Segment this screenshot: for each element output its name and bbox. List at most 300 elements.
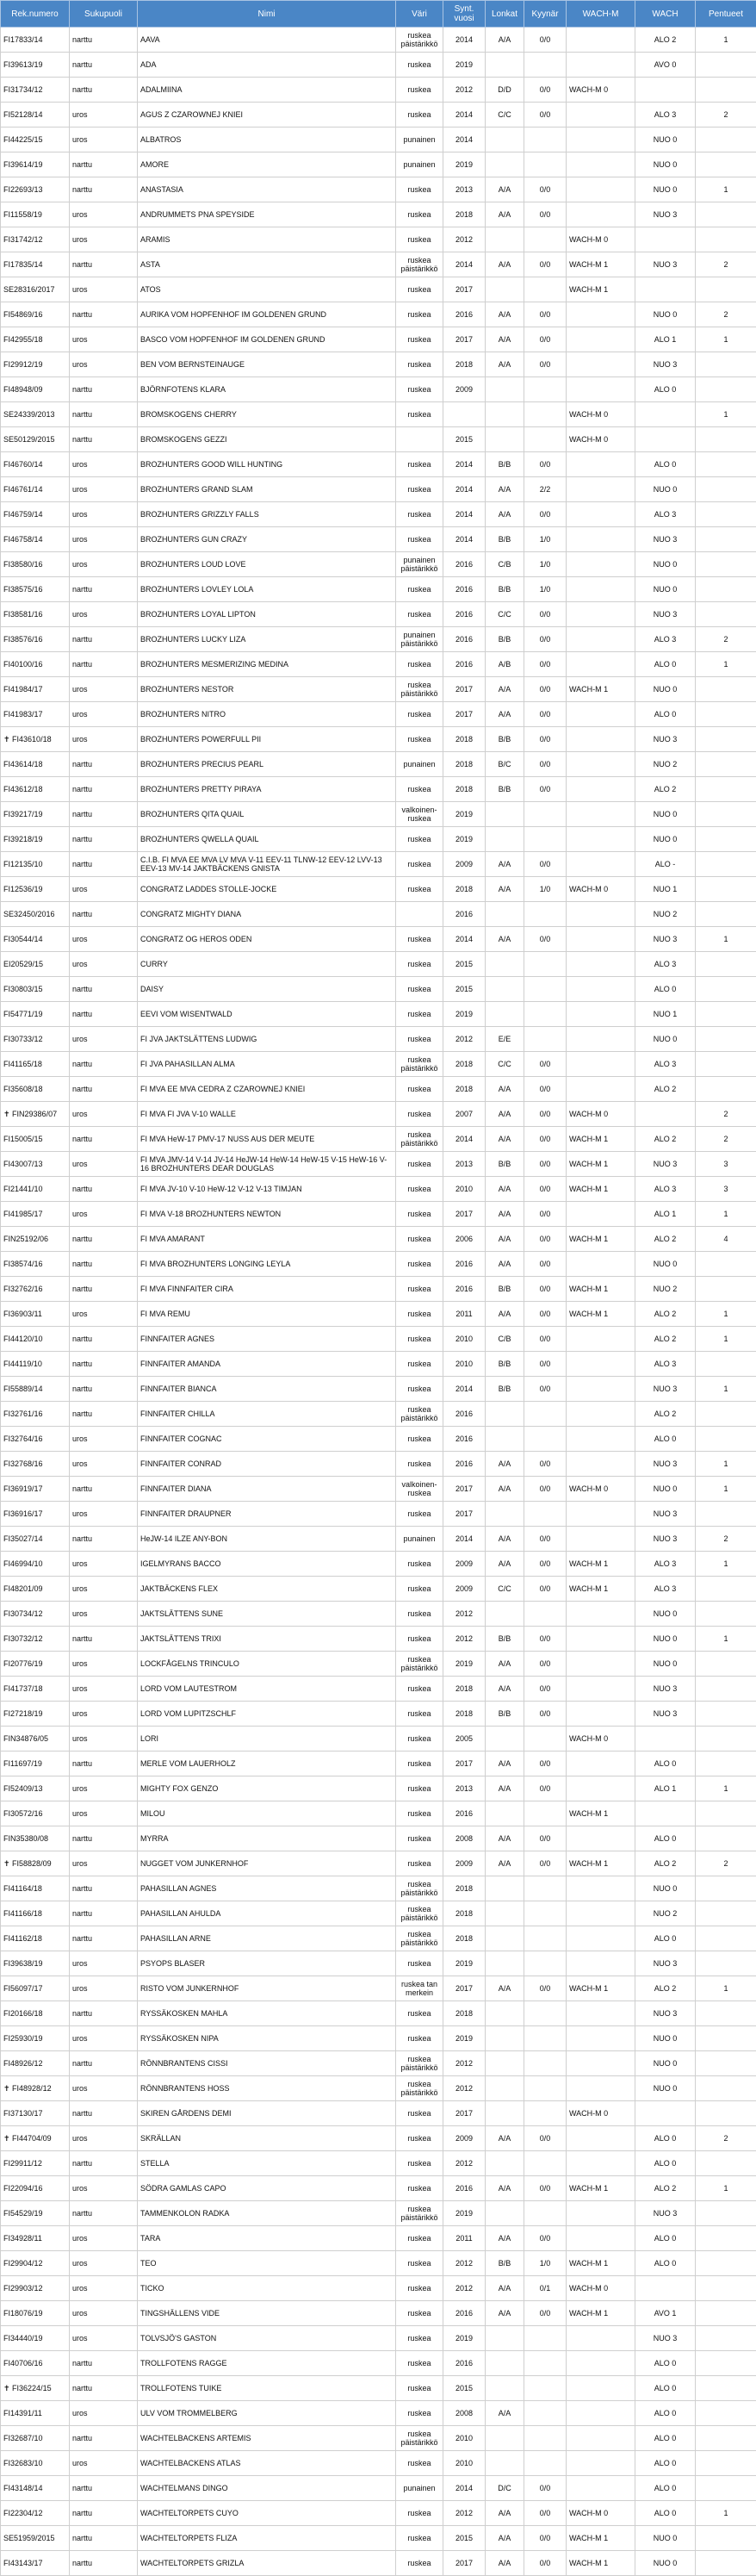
cell-sukupuoli: narttu bbox=[70, 977, 138, 1002]
cell-wach-m bbox=[567, 502, 635, 527]
cell-wach: ALO 0 bbox=[635, 2426, 696, 2451]
cell-synt-vuosi: 2006 bbox=[443, 1227, 486, 1252]
cell-wach: ALO 2 bbox=[635, 2176, 696, 2201]
cell-sukupuoli: uros bbox=[70, 2026, 138, 2051]
cell-vari: ruskea bbox=[396, 1352, 443, 1377]
cell-wach: ALO 0 bbox=[635, 977, 696, 1002]
cell-wach: NUO 2 bbox=[635, 1277, 696, 1302]
header-kyynar: Kyynär bbox=[524, 1, 567, 28]
cell-synt-vuosi: 2014 bbox=[443, 2476, 486, 2501]
cell-nimi: FINNFAITER BIANCA bbox=[138, 1377, 396, 1402]
cell-nimi: MILOU bbox=[138, 1801, 396, 1826]
cell-rek-numero: FI46758/14 bbox=[1, 527, 70, 552]
cell-wach-m bbox=[567, 2151, 635, 2176]
cell-wach-m bbox=[567, 577, 635, 602]
cell-vari: punainen bbox=[396, 1527, 443, 1552]
cell-nimi: BROMSKOGENS CHERRY bbox=[138, 402, 396, 427]
cell-vari: ruskea bbox=[396, 1602, 443, 1627]
cell-wach-m: WACH-M 0 bbox=[567, 78, 635, 103]
cell-nimi: RYSSÄKOSKEN MAHLA bbox=[138, 2001, 396, 2026]
cell-lonkat: B/C bbox=[486, 752, 524, 777]
cell-vari: ruskea bbox=[396, 602, 443, 627]
cell-synt-vuosi: 2019 bbox=[443, 1951, 486, 1976]
cell-vari: ruskea bbox=[396, 1502, 443, 1527]
cell-lonkat bbox=[486, 802, 524, 827]
table-row bbox=[1, 477, 756, 502]
cell-kyynar bbox=[524, 977, 567, 1002]
cell-nimi: TEO bbox=[138, 2251, 396, 2276]
cell-pentueet bbox=[696, 2076, 756, 2101]
cell-rek-numero: FI48948/09 bbox=[1, 377, 70, 402]
cell-sukupuoli: uros bbox=[70, 452, 138, 477]
cell-wach-m bbox=[567, 1677, 635, 1702]
cell-rek-numero: FI38581/16 bbox=[1, 602, 70, 627]
cell-vari: ruskea bbox=[396, 103, 443, 128]
cell-nimi: FI MVA AMARANT bbox=[138, 1227, 396, 1252]
cell-vari: ruskea bbox=[396, 852, 443, 877]
cell-sukupuoli: narttu bbox=[70, 1277, 138, 1302]
cell-rek-numero: FI38575/16 bbox=[1, 577, 70, 602]
cell-synt-vuosi: 2019 bbox=[443, 53, 486, 78]
cell-nimi: FINNFAITER CONRAD bbox=[138, 1452, 396, 1477]
cell-kyynar bbox=[524, 2376, 567, 2401]
cell-nimi: BROZHUNTERS GUN CRAZY bbox=[138, 527, 396, 552]
cell-rek-numero: FI21441/10 bbox=[1, 1177, 70, 1202]
cell-kyynar: 0/0 bbox=[524, 302, 567, 327]
cell-vari: ruskea päistärikkö bbox=[396, 1901, 443, 1926]
cell-wach-m bbox=[567, 1627, 635, 1652]
cell-kyynar: 0/0 bbox=[524, 2301, 567, 2326]
cell-lonkat: A/A bbox=[486, 677, 524, 702]
cell-vari: ruskea bbox=[396, 1452, 443, 1477]
cell-nimi: BROZHUNTERS LUCKY LIZA bbox=[138, 627, 396, 652]
cell-wach: NUO 3 bbox=[635, 1951, 696, 1976]
cell-lonkat bbox=[486, 2076, 524, 2101]
cell-nimi: MERLE VOM LAUERHOLZ bbox=[138, 1752, 396, 1776]
cell-nimi: FI MVA BROZHUNTERS LONGING LEYLA bbox=[138, 1252, 396, 1277]
cell-kyynar: 0/0 bbox=[524, 1202, 567, 1227]
cell-sukupuoli: narttu bbox=[70, 78, 138, 103]
table-row bbox=[1, 2001, 756, 2026]
cell-wach: NUO 0 bbox=[635, 2076, 696, 2101]
cell-synt-vuosi: 2018 bbox=[443, 352, 486, 377]
cell-sukupuoli: uros bbox=[70, 1951, 138, 1976]
cell-wach-m bbox=[567, 202, 635, 227]
cell-kyynar bbox=[524, 2026, 567, 2051]
cell-nimi: ADALMIINA bbox=[138, 78, 396, 103]
cell-kyynar: 0/0 bbox=[524, 1352, 567, 1377]
cell-wach-m bbox=[567, 2201, 635, 2226]
cell-lonkat: A/A bbox=[486, 477, 524, 502]
cell-vari: ruskea bbox=[396, 2451, 443, 2476]
cell-synt-vuosi: 2016 bbox=[443, 1252, 486, 1277]
cell-wach-m: WACH-M 0 bbox=[567, 2276, 635, 2301]
cell-lonkat bbox=[486, 2151, 524, 2176]
table-row bbox=[1, 2201, 756, 2226]
cell-sukupuoli: narttu bbox=[70, 177, 138, 202]
table-row bbox=[1, 902, 756, 927]
cell-wach: NUO 1 bbox=[635, 1002, 696, 1027]
cell-wach: NUO 0 bbox=[635, 1627, 696, 1652]
cell-nimi: TICKO bbox=[138, 2276, 396, 2301]
cell-lonkat bbox=[486, 377, 524, 402]
cell-rek-numero: FI56097/17 bbox=[1, 1976, 70, 2001]
table-row bbox=[1, 2101, 756, 2126]
cell-sukupuoli: uros bbox=[70, 128, 138, 152]
cell-pentueet: 1 bbox=[696, 1477, 756, 1502]
cell-sukupuoli: uros bbox=[70, 352, 138, 377]
cell-vari: ruskea bbox=[396, 277, 443, 302]
cell-rek-numero: FI38574/16 bbox=[1, 1252, 70, 1277]
cell-synt-vuosi: 2008 bbox=[443, 1826, 486, 1851]
cell-wach: NUO 0 bbox=[635, 2526, 696, 2551]
cell-lonkat: B/B bbox=[486, 452, 524, 477]
table-row bbox=[1, 1602, 756, 1627]
cell-pentueet bbox=[696, 1252, 756, 1277]
cell-pentueet bbox=[696, 2026, 756, 2051]
cell-nimi: STELLA bbox=[138, 2151, 396, 2176]
cell-synt-vuosi: 2012 bbox=[443, 1602, 486, 1627]
cell-pentueet: 1 bbox=[696, 1976, 756, 2001]
cell-pentueet bbox=[696, 1652, 756, 1677]
cell-vari: ruskea bbox=[396, 402, 443, 427]
cell-pentueet bbox=[696, 1727, 756, 1752]
cell-wach-m bbox=[567, 527, 635, 552]
cell-nimi: JAKTSLÄTTENS SUNE bbox=[138, 1602, 396, 1627]
cell-synt-vuosi: 2014 bbox=[443, 927, 486, 952]
cell-wach: ALO 3 bbox=[635, 502, 696, 527]
cell-wach: ALO 0 bbox=[635, 2126, 696, 2151]
cell-pentueet bbox=[696, 1926, 756, 1951]
cell-kyynar: 0/0 bbox=[524, 1077, 567, 1102]
cell-sukupuoli: narttu bbox=[70, 2051, 138, 2076]
cell-wach: ALO 0 bbox=[635, 1427, 696, 1452]
table-row bbox=[1, 352, 756, 377]
cell-kyynar: 1/0 bbox=[524, 2251, 567, 2276]
header-wach: WACH bbox=[635, 1, 696, 28]
cell-synt-vuosi: 2016 bbox=[443, 602, 486, 627]
cell-synt-vuosi: 2019 bbox=[443, 2326, 486, 2351]
cell-nimi: IGELMYRANS BACCO bbox=[138, 1552, 396, 1577]
cell-wach-m bbox=[567, 902, 635, 927]
cell-lonkat bbox=[486, 2351, 524, 2376]
cell-lonkat: B/B bbox=[486, 1352, 524, 1377]
cell-vari: ruskea bbox=[396, 2151, 443, 2176]
cell-rek-numero: FI43143/17 bbox=[1, 2551, 70, 2576]
cell-wach-m: WACH-M 1 bbox=[567, 1177, 635, 1202]
table-row bbox=[1, 28, 756, 53]
cell-vari: ruskea bbox=[396, 652, 443, 677]
cell-vari: ruskea bbox=[396, 1227, 443, 1252]
cell-wach bbox=[635, 1102, 696, 1127]
cell-kyynar bbox=[524, 2326, 567, 2351]
cell-rek-numero: FI46759/14 bbox=[1, 502, 70, 527]
cell-vari: ruskea bbox=[396, 477, 443, 502]
cell-pentueet bbox=[696, 1277, 756, 1302]
cell-synt-vuosi: 2014 bbox=[443, 1527, 486, 1552]
cell-sukupuoli: narttu bbox=[70, 1826, 138, 1851]
cell-vari: ruskea bbox=[396, 1027, 443, 1052]
cell-sukupuoli: uros bbox=[70, 1652, 138, 1677]
cell-sukupuoli: narttu bbox=[70, 28, 138, 53]
cell-rek-numero: FI15005/15 bbox=[1, 1127, 70, 1152]
cell-vari: ruskea bbox=[396, 53, 443, 78]
cell-synt-vuosi: 2014 bbox=[443, 28, 486, 53]
cell-pentueet: 2 bbox=[696, 302, 756, 327]
cell-nimi: FI MVA EE MVA CEDRA Z CZAROWNEJ KNIEI bbox=[138, 1077, 396, 1102]
cell-lonkat bbox=[486, 1801, 524, 1826]
cell-pentueet: 1 bbox=[696, 1776, 756, 1801]
cell-sukupuoli: uros bbox=[70, 2126, 138, 2151]
cell-rek-numero: FI44225/15 bbox=[1, 128, 70, 152]
cell-vari: ruskea bbox=[396, 1202, 443, 1227]
cell-synt-vuosi: 2014 bbox=[443, 252, 486, 277]
cell-pentueet bbox=[696, 852, 756, 877]
cell-wach: NUO 3 bbox=[635, 202, 696, 227]
cell-wach-m bbox=[567, 1202, 635, 1227]
cell-vari: ruskea bbox=[396, 1727, 443, 1752]
cell-vari bbox=[396, 902, 443, 927]
cell-vari: ruskea päistärikkö bbox=[396, 28, 443, 53]
cell-wach-m bbox=[567, 2426, 635, 2451]
table-row bbox=[1, 1801, 756, 1826]
cell-pentueet: 1 bbox=[696, 327, 756, 352]
cell-wach-m bbox=[567, 2401, 635, 2426]
cell-rek-numero: FI31734/12 bbox=[1, 78, 70, 103]
cell-synt-vuosi: 2017 bbox=[443, 327, 486, 352]
cell-sukupuoli: narttu bbox=[70, 152, 138, 177]
cell-wach: NUO 0 bbox=[635, 1027, 696, 1052]
cell-kyynar bbox=[524, 2426, 567, 2451]
cell-synt-vuosi: 2018 bbox=[443, 1926, 486, 1951]
cell-wach: ALO 0 bbox=[635, 2501, 696, 2526]
cell-wach-m bbox=[567, 1876, 635, 1901]
table-row bbox=[1, 1177, 756, 1202]
cell-kyynar bbox=[524, 2076, 567, 2101]
cell-vari: ruskea bbox=[396, 2101, 443, 2126]
cell-wach: ALO 0 bbox=[635, 1752, 696, 1776]
cell-vari: ruskea bbox=[396, 927, 443, 952]
cell-wach-m bbox=[567, 827, 635, 852]
cell-kyynar: 0/0 bbox=[524, 1327, 567, 1352]
cell-kyynar: 0/0 bbox=[524, 1302, 567, 1327]
cell-wach-m bbox=[567, 1926, 635, 1951]
cell-vari: ruskea bbox=[396, 777, 443, 802]
cell-wach bbox=[635, 427, 696, 452]
table-row bbox=[1, 1502, 756, 1527]
cell-vari: punainen bbox=[396, 2476, 443, 2501]
cell-kyynar: 2/2 bbox=[524, 477, 567, 502]
cell-nimi: BROZHUNTERS GRAND SLAM bbox=[138, 477, 396, 502]
cell-sukupuoli: narttu bbox=[70, 802, 138, 827]
cell-wach-m bbox=[567, 352, 635, 377]
table-row bbox=[1, 702, 756, 727]
cell-lonkat: A/A bbox=[486, 1552, 524, 1577]
cell-sukupuoli: uros bbox=[70, 1102, 138, 1127]
table-row bbox=[1, 502, 756, 527]
cell-sukupuoli: narttu bbox=[70, 827, 138, 852]
cell-lonkat: A/A bbox=[486, 927, 524, 952]
table-row bbox=[1, 2426, 756, 2451]
cell-vari: ruskea bbox=[396, 702, 443, 727]
cell-nimi: TROLLFOTENS RAGGE bbox=[138, 2351, 396, 2376]
cell-lonkat: A/A bbox=[486, 1077, 524, 1102]
cell-vari: ruskea päistärikkö bbox=[396, 2076, 443, 2101]
cell-wach: NUO 3 bbox=[635, 1677, 696, 1702]
cell-nimi: BROMSKOGENS GEZZI bbox=[138, 427, 396, 452]
table-row bbox=[1, 752, 756, 777]
cell-wach: NUO 3 bbox=[635, 1377, 696, 1402]
cell-kyynar: 0/0 bbox=[524, 1227, 567, 1252]
cell-wach-m: WACH-M 1 bbox=[567, 1127, 635, 1152]
cell-pentueet: 2 bbox=[696, 1127, 756, 1152]
cell-lonkat bbox=[486, 1951, 524, 1976]
cell-synt-vuosi: 2008 bbox=[443, 2401, 486, 2426]
table-row bbox=[1, 1926, 756, 1951]
cell-wach bbox=[635, 1801, 696, 1826]
cell-pentueet: 1 bbox=[696, 1452, 756, 1477]
cell-wach-m bbox=[567, 1502, 635, 1527]
cell-nimi: SKIREN GÅRDENS DEMI bbox=[138, 2101, 396, 2126]
cell-lonkat: B/B bbox=[486, 1377, 524, 1402]
table-row bbox=[1, 2276, 756, 2301]
cell-rek-numero: FI41985/17 bbox=[1, 1202, 70, 1227]
cell-wach: ALO 3 bbox=[635, 1552, 696, 1577]
cell-rek-numero: FI30544/14 bbox=[1, 927, 70, 952]
cell-nimi: LORD VOM LUPITZSCHLF bbox=[138, 1702, 396, 1727]
cell-pentueet bbox=[696, 752, 756, 777]
cell-wach-m bbox=[567, 652, 635, 677]
cell-lonkat bbox=[486, 1427, 524, 1452]
cell-vari: ruskea bbox=[396, 1377, 443, 1402]
cell-vari: ruskea bbox=[396, 2501, 443, 2526]
cell-vari: ruskea bbox=[396, 227, 443, 252]
cell-synt-vuosi: 2007 bbox=[443, 1102, 486, 1127]
cell-sukupuoli: uros bbox=[70, 2451, 138, 2476]
cell-synt-vuosi: 2014 bbox=[443, 527, 486, 552]
cell-nimi: SKRÄLLAN bbox=[138, 2126, 396, 2151]
cell-vari: ruskea päistärikkö bbox=[396, 252, 443, 277]
cell-vari: ruskea bbox=[396, 1801, 443, 1826]
cell-vari: ruskea päistärikkö bbox=[396, 1127, 443, 1152]
cell-nimi: FI MVA JV-10 V-10 HeW-12 V-12 V-13 TIMJAN bbox=[138, 1177, 396, 1202]
cell-wach-m: WACH-M 1 bbox=[567, 2251, 635, 2276]
cell-rek-numero: FI14391/11 bbox=[1, 2401, 70, 2426]
cell-wach-m bbox=[567, 452, 635, 477]
cell-pentueet bbox=[696, 152, 756, 177]
cell-wach-m bbox=[567, 377, 635, 402]
table-row bbox=[1, 1077, 756, 1102]
cell-synt-vuosi: 2013 bbox=[443, 1152, 486, 1177]
cell-rek-numero: FI46994/10 bbox=[1, 1552, 70, 1577]
cell-pentueet: 1 bbox=[696, 2176, 756, 2201]
table-row bbox=[1, 2226, 756, 2251]
cell-pentueet bbox=[696, 1702, 756, 1727]
cell-kyynar: 0/0 bbox=[524, 452, 567, 477]
table-row bbox=[1, 1951, 756, 1976]
cell-pentueet bbox=[696, 2526, 756, 2551]
cell-kyynar bbox=[524, 2201, 567, 2226]
cell-kyynar: 0/0 bbox=[524, 2176, 567, 2201]
cell-vari: ruskea päistärikkö bbox=[396, 1402, 443, 1427]
header-rek-numero: Rek.numero bbox=[1, 1, 70, 28]
cell-lonkat: A/A bbox=[486, 1776, 524, 1801]
cell-nimi: WACHTELTORPETS CUYO bbox=[138, 2501, 396, 2526]
cell-wach-m: WACH-M 1 bbox=[567, 677, 635, 702]
cell-wach bbox=[635, 2101, 696, 2126]
cell-wach-m bbox=[567, 2076, 635, 2101]
cell-vari: ruskea bbox=[396, 2551, 443, 2576]
table-row bbox=[1, 1876, 756, 1901]
cell-lonkat bbox=[486, 2026, 524, 2051]
cell-lonkat: B/B bbox=[486, 1702, 524, 1727]
table-row bbox=[1, 1302, 756, 1327]
cell-wach bbox=[635, 1727, 696, 1752]
cell-nimi: BROZHUNTERS QITA QUAIL bbox=[138, 802, 396, 827]
cell-synt-vuosi: 2012 bbox=[443, 2076, 486, 2101]
cell-wach bbox=[635, 2276, 696, 2301]
cell-rek-numero: SE51959/2015 bbox=[1, 2526, 70, 2551]
cell-synt-vuosi: 2009 bbox=[443, 1851, 486, 1876]
cell-kyynar bbox=[524, 227, 567, 252]
cell-sukupuoli: uros bbox=[70, 1976, 138, 2001]
cell-pentueet bbox=[696, 1027, 756, 1052]
cell-pentueet bbox=[696, 1826, 756, 1851]
cell-lonkat: D/D bbox=[486, 78, 524, 103]
cell-wach: NUO 0 bbox=[635, 2026, 696, 2051]
cell-nimi: BJÖRNFOTENS KLARA bbox=[138, 377, 396, 402]
cell-lonkat: A/A bbox=[486, 2301, 524, 2326]
cell-sukupuoli: narttu bbox=[70, 1002, 138, 1027]
cell-sukupuoli: narttu bbox=[70, 2476, 138, 2501]
cell-nimi: CURRY bbox=[138, 952, 396, 977]
table-row bbox=[1, 2251, 756, 2276]
cell-synt-vuosi: 2018 bbox=[443, 1677, 486, 1702]
table-row bbox=[1, 427, 756, 452]
cell-synt-vuosi: 2019 bbox=[443, 2201, 486, 2226]
cell-synt-vuosi: 2009 bbox=[443, 1577, 486, 1602]
cell-wach-m: WACH-M 1 bbox=[567, 1277, 635, 1302]
cell-rek-numero: FI43148/14 bbox=[1, 2476, 70, 2501]
cell-sukupuoli: uros bbox=[70, 477, 138, 502]
cell-kyynar bbox=[524, 1502, 567, 1527]
cell-lonkat: B/B bbox=[486, 627, 524, 652]
cell-synt-vuosi: 2011 bbox=[443, 2226, 486, 2251]
cell-synt-vuosi: 2016 bbox=[443, 2301, 486, 2326]
cell-wach-m bbox=[567, 2376, 635, 2401]
cell-sukupuoli: narttu bbox=[70, 2201, 138, 2226]
cell-pentueet bbox=[696, 128, 756, 152]
cell-vari: valkoinen- ruskea bbox=[396, 1477, 443, 1502]
cell-wach: NUO 3 bbox=[635, 1452, 696, 1477]
cell-lonkat: A/A bbox=[486, 2401, 524, 2426]
cell-synt-vuosi: 2009 bbox=[443, 1552, 486, 1577]
cell-synt-vuosi: 2010 bbox=[443, 2426, 486, 2451]
cell-kyynar bbox=[524, 1951, 567, 1976]
cell-kyynar: 0/0 bbox=[524, 1177, 567, 1202]
cell-kyynar: 0/0 bbox=[524, 1477, 567, 1502]
cell-sukupuoli: uros bbox=[70, 1202, 138, 1227]
cell-wach-m bbox=[567, 777, 635, 802]
cell-wach: ALO 0 bbox=[635, 2226, 696, 2251]
cell-pentueet bbox=[696, 827, 756, 852]
cell-lonkat bbox=[486, 1727, 524, 1752]
cell-rek-numero: FI17835/14 bbox=[1, 252, 70, 277]
cell-synt-vuosi: 2015 bbox=[443, 977, 486, 1002]
cell-wach-m bbox=[567, 727, 635, 752]
cell-wach-m bbox=[567, 952, 635, 977]
cell-pentueet bbox=[696, 2151, 756, 2176]
